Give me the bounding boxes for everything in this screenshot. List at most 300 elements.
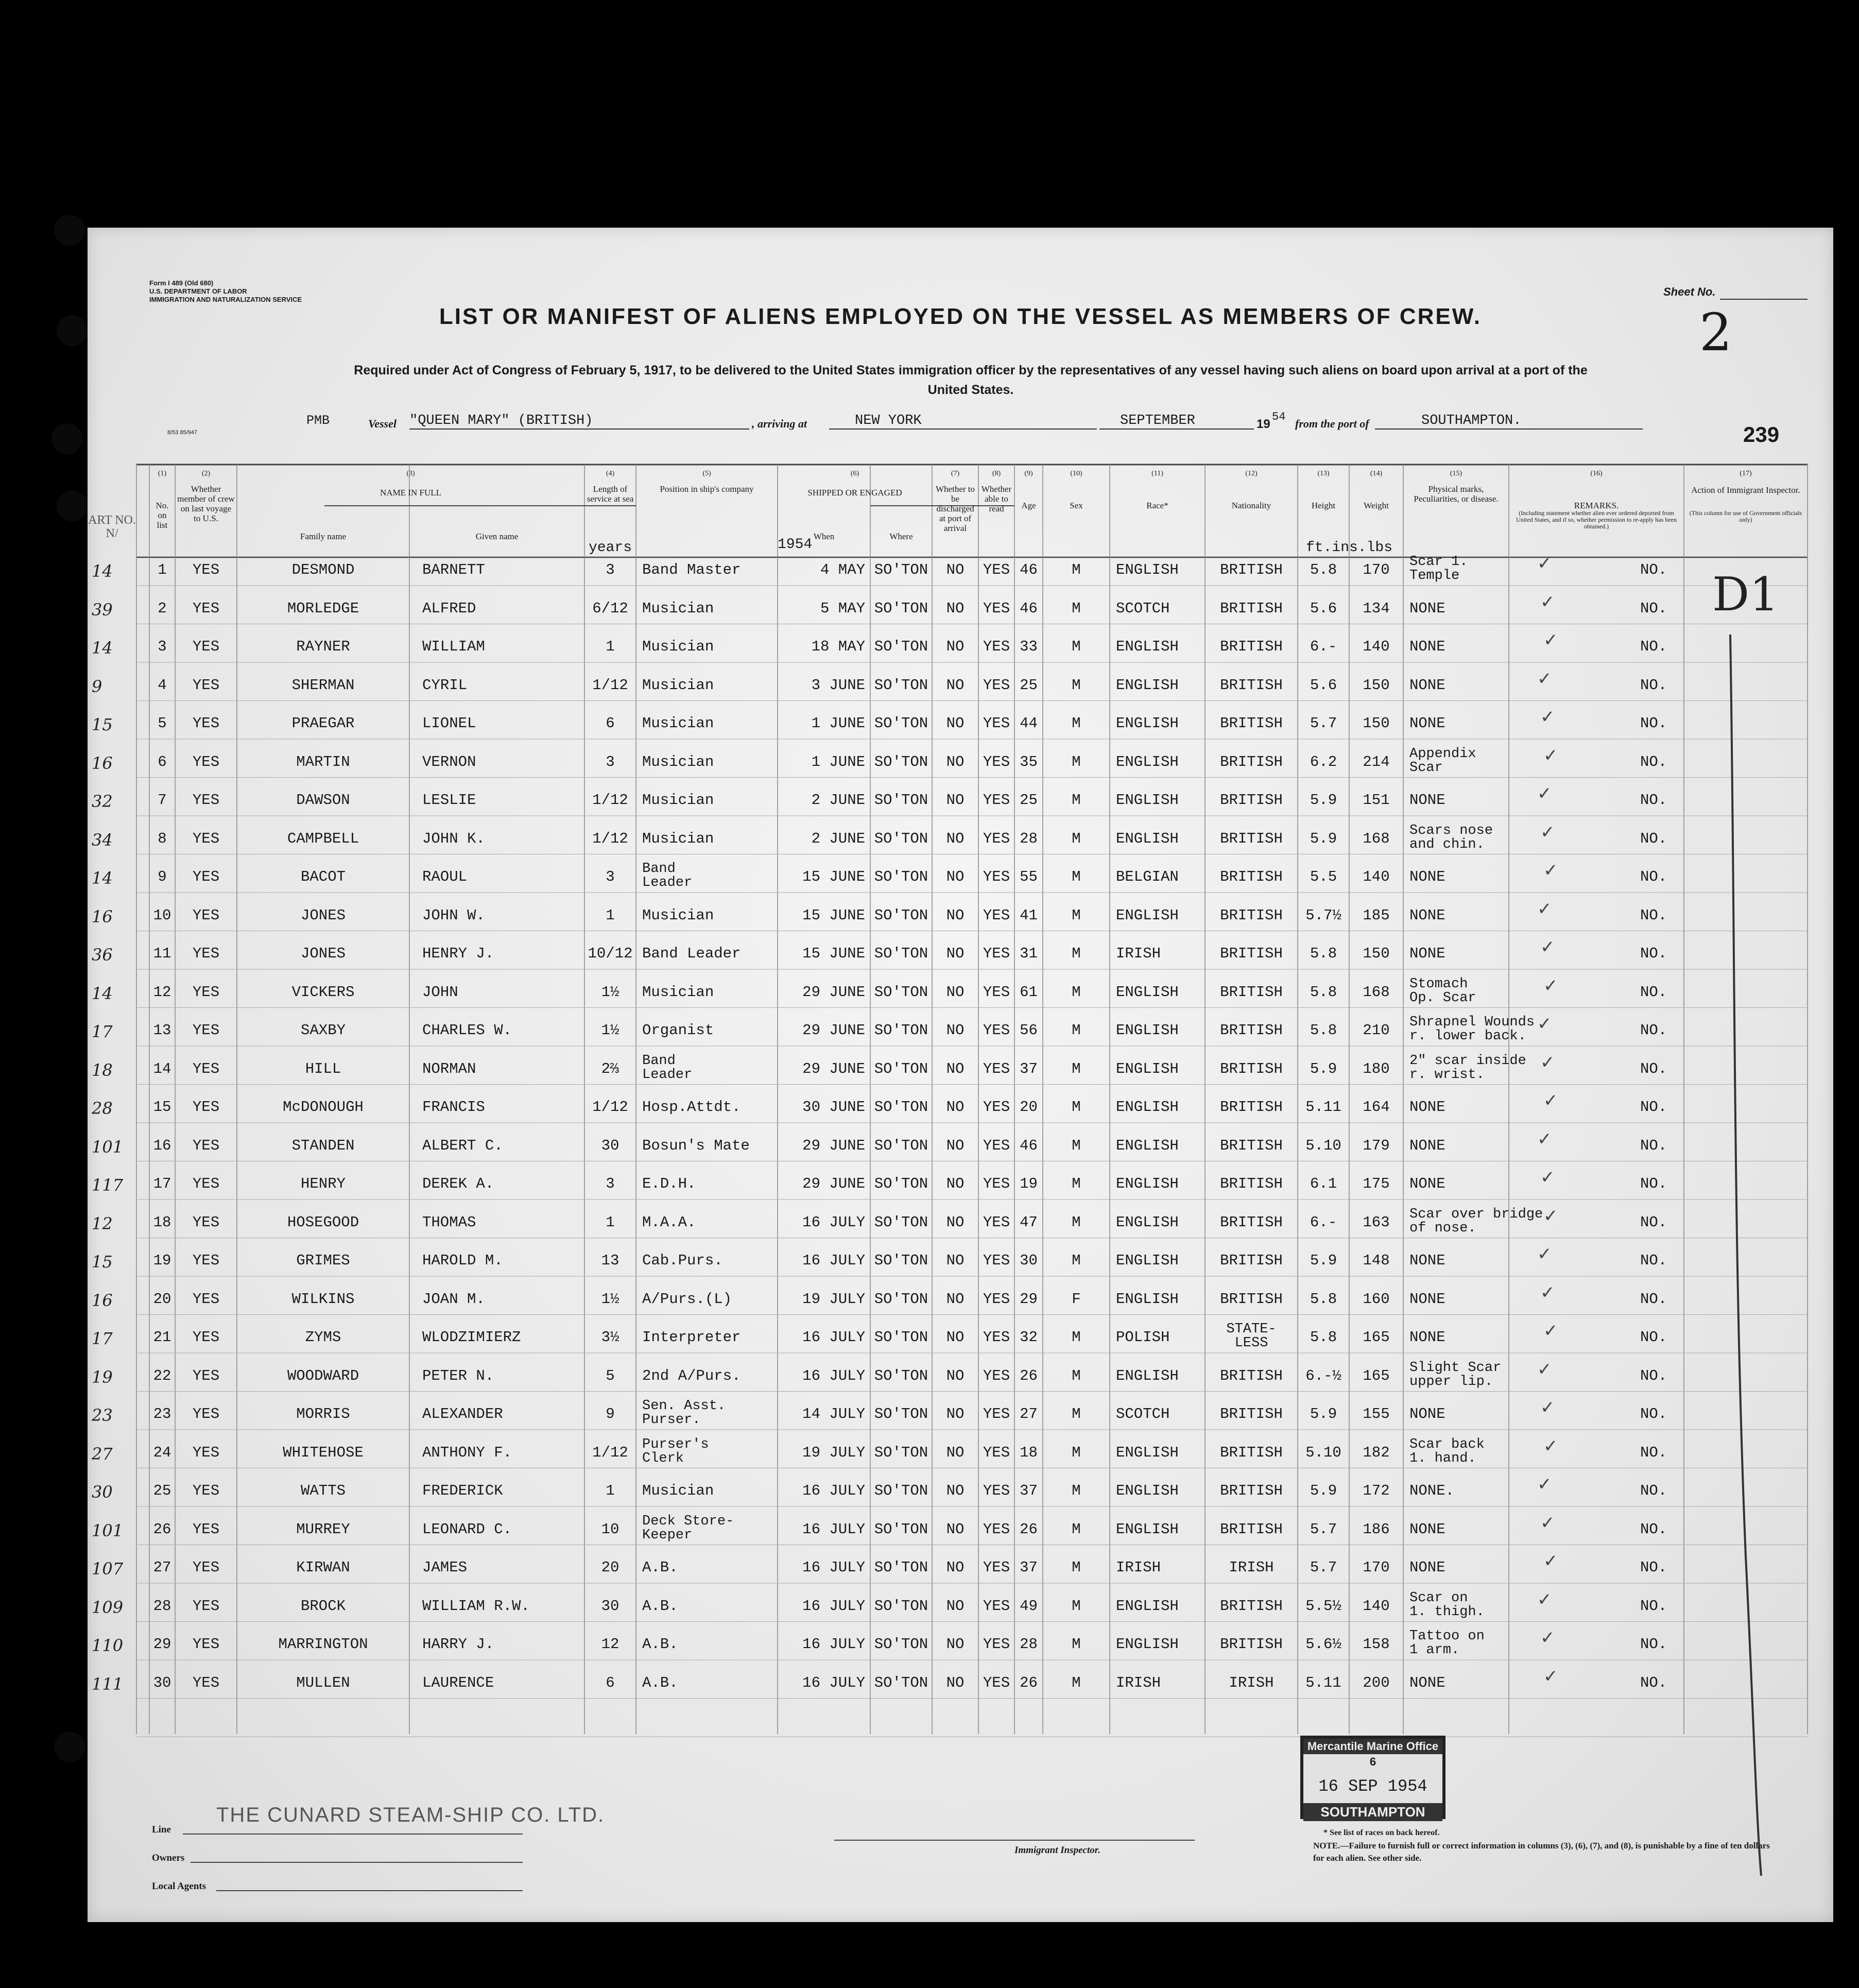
cell-service: 20: [601, 1559, 619, 1576]
cell-disch: NO: [946, 983, 965, 1001]
cell-height: 5.10: [1305, 1137, 1341, 1154]
cell-family: VICKERS: [291, 983, 355, 1001]
art-number: 32: [92, 792, 113, 811]
cell-when: 2 JUNE: [811, 792, 865, 809]
cell-family: ZYMS: [305, 1329, 341, 1346]
cell-service: 3½: [601, 1329, 619, 1346]
cell-height: 5.9: [1310, 1252, 1337, 1269]
cell-remarks: NO.: [1640, 1444, 1667, 1461]
cell-weight: 140: [1363, 1597, 1390, 1615]
cell-given: ALEXANDER: [422, 1406, 503, 1423]
cell-read: YES: [983, 1060, 1010, 1077]
cell-sex: M: [1072, 1060, 1081, 1077]
cell-last: YES: [192, 561, 220, 578]
cell-age: 31: [1020, 945, 1038, 962]
cell-remarks: NO.: [1640, 868, 1667, 885]
art-number: 107: [92, 1559, 124, 1579]
cell-read: YES: [983, 1406, 1010, 1423]
cell-weight: 175: [1363, 1175, 1390, 1192]
cell-family: JONES: [300, 945, 346, 962]
owners-underline: [191, 1862, 523, 1863]
cell-when: 4 MAY: [820, 561, 865, 578]
col-number: (10): [1070, 470, 1082, 477]
check-mark-icon: ✓: [1543, 861, 1558, 880]
cell-disch: NO: [946, 638, 965, 655]
cell-weight: 155: [1363, 1406, 1390, 1423]
cell-given: HAROLD M.: [422, 1252, 503, 1269]
check-mark-icon: ✓: [1537, 1244, 1552, 1264]
cell-read: YES: [983, 1367, 1010, 1384]
cell-position: Musician: [642, 1482, 714, 1499]
cell-race: ENGLISH: [1116, 1137, 1179, 1154]
cell-age: 26: [1020, 1520, 1038, 1538]
cell-disch: NO: [946, 1597, 965, 1615]
cell-age: 37: [1020, 1559, 1038, 1576]
cell-race: ENGLISH: [1116, 906, 1179, 924]
col-number: (11): [1151, 470, 1163, 477]
cell-read: YES: [983, 1099, 1010, 1116]
cell-sex: M: [1072, 1520, 1081, 1538]
cell-age: 26: [1020, 1367, 1038, 1384]
cell-position: A.B.: [642, 1674, 678, 1691]
cell-read: YES: [983, 676, 1010, 694]
cell-where: SO'TON: [874, 1597, 928, 1615]
cell-where: SO'TON: [874, 1444, 928, 1461]
cell-where: SO'TON: [874, 1329, 928, 1346]
cell-remarks: NO.: [1640, 638, 1667, 655]
cell-read: YES: [983, 1137, 1010, 1154]
cell-age: 46: [1020, 599, 1038, 617]
cell-remarks: NO.: [1640, 830, 1667, 847]
cell-given: WLODZIMIERZ: [422, 1329, 521, 1346]
cell-sex: M: [1072, 1482, 1081, 1499]
col-header: Action of Immigrant Inspector.: [1691, 485, 1800, 495]
col-header: Nationality: [1231, 501, 1271, 510]
cell-service: 6: [606, 1674, 615, 1691]
cell-marks: Scar over bridge of nose.: [1409, 1206, 1543, 1236]
cell-when: 16 JULY: [802, 1329, 865, 1346]
cell-given: FREDERICK: [422, 1482, 503, 1499]
cell-nat: BRITISH: [1220, 792, 1283, 809]
margin-header: ART NO. N/: [88, 513, 136, 540]
cell-age: 44: [1020, 715, 1038, 732]
cell-family: MARTIN: [296, 753, 350, 770]
cell-sex: F: [1072, 1290, 1081, 1308]
cell-remarks: NO.: [1640, 1597, 1667, 1615]
cell-disch: NO: [946, 1022, 965, 1039]
art-number: 15: [92, 715, 113, 734]
cell-age: 61: [1020, 983, 1038, 1001]
cell-age: 28: [1020, 830, 1038, 847]
cell-height: 5.8: [1310, 945, 1337, 962]
cell-where: SO'TON: [874, 1175, 928, 1192]
cell-where: SO'TON: [874, 906, 928, 924]
cell-family: HENRY: [300, 1175, 346, 1192]
cell-family: HILL: [305, 1060, 341, 1077]
cell-read: YES: [983, 906, 1010, 924]
cell-sex: M: [1072, 1022, 1081, 1039]
col-number: (2): [201, 470, 211, 477]
arrival-port: NEW YORK: [829, 413, 1097, 430]
cell-where: SO'TON: [874, 561, 928, 578]
cell-position: 2nd A/Purs.: [642, 1367, 741, 1384]
cell-when: 15 JUNE: [802, 945, 865, 962]
cell-nat: BRITISH: [1220, 1636, 1283, 1653]
check-mark-icon: ✓: [1543, 1666, 1558, 1686]
cell-last: YES: [192, 1213, 220, 1231]
cell-position: A.B.: [642, 1636, 678, 1653]
cell-height: 5.7: [1310, 1559, 1337, 1576]
cell-no: 1: [158, 561, 167, 578]
cell-where: SO'TON: [874, 638, 928, 655]
cell-height: 5.6: [1310, 599, 1337, 617]
cell-nat: BRITISH: [1220, 1290, 1283, 1308]
cell-last: YES: [192, 1444, 220, 1461]
cell-service: 13: [601, 1252, 619, 1269]
art-number: 27: [92, 1444, 113, 1464]
cell-given: BARNETT: [422, 561, 485, 578]
cell-when: 2 JUNE: [811, 830, 865, 847]
cell-no: 7: [158, 792, 167, 809]
cell-service: 2⅔: [601, 1060, 619, 1077]
cell-given: HENRY J.: [422, 945, 494, 962]
cell-read: YES: [983, 1674, 1010, 1691]
check-mark-icon: ✓: [1540, 1398, 1555, 1417]
year-prefix: 19: [1256, 417, 1270, 431]
cell-age: 46: [1020, 1137, 1038, 1154]
cell-remarks: NO.: [1640, 599, 1667, 617]
col-header: Whether able to read: [981, 484, 1012, 513]
cell-service: 1/12: [592, 1099, 628, 1116]
art-number: 16: [92, 1290, 113, 1310]
cell-where: SO'TON: [874, 983, 928, 1001]
cell-sex: M: [1072, 906, 1081, 924]
cell-remarks: NO.: [1640, 676, 1667, 694]
check-mark-icon: ✓: [1540, 822, 1555, 842]
cell-race: ENGLISH: [1116, 983, 1179, 1001]
cell-height: 5.9: [1310, 830, 1337, 847]
cell-when: 16 JULY: [802, 1597, 865, 1615]
cell-given: FRANCIS: [422, 1099, 485, 1116]
cell-height: 5.8: [1310, 1290, 1337, 1308]
cell-when: 16 JULY: [802, 1213, 865, 1231]
cell-disch: NO: [946, 1099, 965, 1116]
cell-where: SO'TON: [874, 1290, 928, 1308]
cell-family: MORRIS: [296, 1406, 350, 1423]
cell-weight: 134: [1363, 599, 1390, 617]
col-number: (5): [702, 470, 711, 477]
cell-height: 5.9: [1310, 1060, 1337, 1077]
cell-given: DEREK A.: [422, 1175, 494, 1192]
cell-family: CAMPBELL: [287, 830, 359, 847]
cell-race: SCOTCH: [1116, 599, 1170, 617]
cell-last: YES: [192, 753, 220, 770]
vessel-name: "QUEEN MARY" (BRITISH): [409, 413, 749, 430]
cell-sex: M: [1072, 676, 1081, 694]
cell-where: SO'TON: [874, 1520, 928, 1538]
cell-sex: M: [1072, 1367, 1081, 1384]
art-number: 34: [92, 830, 113, 850]
cell-marks: NONE: [1409, 1674, 1445, 1691]
cell-marks: NONE: [1409, 1520, 1445, 1538]
cell-where: SO'TON: [874, 1367, 928, 1384]
cell-service: 1½: [601, 1022, 619, 1039]
cell-given: JOHN K.: [422, 830, 485, 847]
cell-service: 1: [606, 638, 615, 655]
cell-read: YES: [983, 1597, 1010, 1615]
cell-where: SO'TON: [874, 830, 928, 847]
cell-nat: BRITISH: [1220, 753, 1283, 770]
cell-position: Musician: [642, 599, 714, 617]
cell-marks: NONE: [1409, 676, 1445, 694]
cell-race: ENGLISH: [1116, 1060, 1179, 1077]
cell-weight: 186: [1363, 1520, 1390, 1538]
cell-where: SO'TON: [874, 1636, 928, 1653]
col-header: Height: [1311, 501, 1336, 510]
cell-last: YES: [192, 1559, 220, 1576]
cell-sex: M: [1072, 1674, 1081, 1691]
cell-when: 16 JULY: [802, 1559, 865, 1576]
art-number: 19: [92, 1367, 113, 1387]
cell-where: SO'TON: [874, 753, 928, 770]
cell-when: 29 JUNE: [802, 1060, 865, 1077]
col-header: No. on list: [156, 501, 169, 530]
unit-height-weight: ft.ins.lbs: [1305, 540, 1393, 556]
cell-nat: BRITISH: [1220, 1444, 1283, 1461]
cell-last: YES: [192, 1137, 220, 1154]
cell-disch: NO: [946, 715, 965, 732]
art-number: 15: [92, 1252, 113, 1272]
col-header: Weight: [1364, 501, 1389, 510]
cell-no: 18: [153, 1213, 171, 1231]
cell-height: 5.9: [1310, 1406, 1337, 1423]
cell-where: SO'TON: [874, 868, 928, 885]
cell-family: STANDEN: [291, 1137, 355, 1154]
cell-family: WHITEHOSE: [283, 1444, 364, 1461]
cell-sex: M: [1072, 753, 1081, 770]
cell-race: IRISH: [1116, 945, 1161, 962]
cell-when: 16 JULY: [802, 1482, 865, 1499]
cell-position: Interpreter: [642, 1329, 741, 1346]
cell-no: 14: [153, 1060, 171, 1077]
inspector-bracket-line: [1725, 629, 1766, 1881]
cell-no: 25: [153, 1482, 171, 1499]
form-service: IMMIGRATION AND NATURALIZATION SERVICE: [149, 296, 302, 303]
cell-age: 28: [1020, 1636, 1038, 1653]
cell-read: YES: [983, 868, 1010, 885]
cell-position: A.B.: [642, 1597, 678, 1615]
art-number: 30: [92, 1482, 113, 1502]
cell-last: YES: [192, 1520, 220, 1538]
cell-race: ENGLISH: [1116, 1444, 1179, 1461]
cell-service: 1: [606, 1482, 615, 1499]
cell-height: 5.11: [1305, 1674, 1341, 1691]
col-number: (17): [1740, 470, 1752, 477]
cell-age: 20: [1020, 1099, 1038, 1116]
cell-remarks: NO.: [1640, 1099, 1667, 1116]
cell-given: JOHN W.: [422, 906, 485, 924]
page-title: LIST OR MANIFEST OF ALIENS EMPLOYED ON THE VESSEL AS MEMBERS OF CREW.: [439, 304, 1482, 329]
punch-hole: [54, 1732, 85, 1762]
cell-given: VERNON: [422, 753, 476, 770]
cell-disch: NO: [946, 868, 965, 885]
cell-marks: Stomach Op. Scar: [1409, 976, 1476, 1006]
cell-read: YES: [983, 1175, 1010, 1192]
cell-given: CHARLES W.: [422, 1022, 512, 1039]
cell-race: ENGLISH: [1116, 1367, 1179, 1384]
sheet-number: 2: [1699, 302, 1732, 363]
cell-given: WILLIAM: [422, 638, 485, 655]
cell-family: MULLEN: [296, 1674, 350, 1691]
cell-weight: 150: [1363, 945, 1390, 962]
art-number: 36: [92, 945, 113, 965]
cell-given: HARRY J.: [422, 1636, 494, 1653]
cell-no: 29: [153, 1636, 171, 1653]
check-mark-icon: ✓: [1537, 784, 1552, 803]
cell-marks: Appendix Scar: [1409, 746, 1476, 776]
col-header: SHIPPED OR ENGAGED: [807, 488, 902, 498]
cell-race: BELGIAN: [1116, 868, 1179, 885]
cell-where: SO'TON: [874, 715, 928, 732]
cell-nat: BRITISH: [1220, 561, 1283, 578]
cell-no: 3: [158, 638, 167, 655]
cell-service: 12: [601, 1636, 619, 1653]
punch-hole: [57, 315, 88, 346]
cell-no: 9: [158, 868, 167, 885]
cell-where: SO'TON: [874, 1559, 928, 1576]
cell-age: 49: [1020, 1597, 1038, 1615]
cell-read: YES: [983, 1444, 1010, 1461]
col-header: Whether member of crew on last voyage to U.S.: [177, 484, 235, 523]
cell-read: YES: [983, 1213, 1010, 1231]
cell-read: YES: [983, 1329, 1010, 1346]
check-mark-icon: ✓: [1540, 1168, 1555, 1187]
cell-where: SO'TON: [874, 1060, 928, 1077]
cell-service: 3: [606, 1175, 615, 1192]
cell-weight: 210: [1363, 1022, 1390, 1039]
cell-marks: Scar 1. Temple: [1409, 554, 1468, 584]
check-mark-icon: ✓: [1540, 937, 1555, 957]
cell-position: Musician: [642, 638, 714, 655]
cell-service: 1: [606, 906, 615, 924]
owners-label: Owners: [152, 1853, 185, 1863]
manifest-paper: [88, 228, 1833, 1922]
cell-remarks: NO.: [1640, 1213, 1667, 1231]
art-number: 18: [92, 1060, 113, 1080]
cell-read: YES: [983, 983, 1010, 1001]
col-header-note: (Including statement whether alien ever ordered deported from United States, and if so, whether permission to re-apply has been obtained.): [1516, 509, 1677, 530]
cell-service: 10: [601, 1520, 619, 1538]
cell-position: A.B.: [642, 1559, 678, 1576]
cell-remarks: NO.: [1640, 906, 1667, 924]
art-number: 9: [92, 676, 102, 696]
stamp-date: 16 SEP 1954: [1318, 1777, 1427, 1796]
cell-family: KIRWAN: [296, 1559, 350, 1576]
cell-position: Musician: [642, 753, 714, 770]
art-number: 110: [92, 1636, 124, 1655]
cell-race: ENGLISH: [1116, 1482, 1179, 1499]
art-number: 16: [92, 906, 113, 927]
cell-disch: NO: [946, 1482, 965, 1499]
cell-nat: BRITISH: [1220, 1213, 1283, 1231]
col-subheader: Where: [889, 532, 913, 541]
cell-last: YES: [192, 830, 220, 847]
cell-weight: 140: [1363, 638, 1390, 655]
cell-no: 20: [153, 1290, 171, 1308]
cell-family: GRIMES: [296, 1252, 350, 1269]
cell-disch: NO: [946, 792, 965, 809]
cell-marks: NONE: [1409, 945, 1445, 962]
cell-nat: BRITISH: [1220, 676, 1283, 694]
cell-height: 5.7: [1310, 1520, 1337, 1538]
form-number: Form I 489 (Old 680): [149, 279, 214, 287]
cell-sex: M: [1072, 945, 1081, 962]
col-subheader: Family name: [300, 532, 347, 541]
col-number: (14): [1370, 470, 1383, 477]
cell-marks: NONE: [1409, 715, 1445, 732]
cell-when: 30 JUNE: [802, 1099, 865, 1116]
cell-sex: M: [1072, 1597, 1081, 1615]
cell-given: LAURENCE: [422, 1674, 494, 1691]
cell-position: A/Purs.(L): [642, 1290, 732, 1308]
cell-disch: NO: [946, 561, 965, 578]
cell-disch: NO: [946, 753, 965, 770]
cell-read: YES: [983, 715, 1010, 732]
cell-given: LIONEL: [422, 715, 476, 732]
cell-weight: 158: [1363, 1636, 1390, 1653]
cell-service: 30: [601, 1137, 619, 1154]
cell-remarks: NO.: [1640, 1674, 1667, 1691]
art-number: 39: [92, 599, 113, 620]
cell-weight: 151: [1363, 792, 1390, 809]
cell-remarks: NO.: [1640, 1520, 1667, 1538]
col-number: (4): [606, 470, 615, 477]
cell-last: YES: [192, 1060, 220, 1077]
cell-given: NORMAN: [422, 1060, 476, 1077]
col-number: (3): [406, 470, 415, 477]
page-number: 239: [1743, 422, 1780, 447]
cell-age: 55: [1020, 868, 1038, 885]
col-header-note: (This column for use of Government officials only): [1689, 509, 1802, 523]
cell-sex: M: [1072, 1406, 1081, 1423]
cell-marks: NONE: [1409, 638, 1445, 655]
cell-last: YES: [192, 868, 220, 885]
unit-years: years: [588, 540, 632, 556]
line-company: THE CUNARD STEAM-SHIP CO. LTD.: [216, 1804, 605, 1826]
cell-race: ENGLISH: [1116, 1022, 1179, 1039]
cell-sex: M: [1072, 599, 1081, 617]
cell-marks: NONE: [1409, 1137, 1445, 1154]
cell-marks: NONE: [1409, 868, 1445, 885]
cell-read: YES: [983, 1252, 1010, 1269]
cell-read: YES: [983, 1290, 1010, 1308]
cell-height: 6.-: [1310, 638, 1337, 655]
art-number: 14: [92, 983, 113, 1003]
cell-race: SCOTCH: [1116, 1406, 1170, 1423]
cell-last: YES: [192, 1175, 220, 1192]
cell-height: 5.8: [1310, 561, 1337, 578]
cell-no: 11: [153, 945, 171, 962]
col-subheader: Given name: [475, 532, 519, 541]
cell-where: SO'TON: [874, 1674, 928, 1691]
cell-marks: NONE: [1409, 1175, 1445, 1192]
cell-service: 9: [606, 1406, 615, 1423]
cell-service: 1/12: [592, 676, 628, 694]
check-mark-icon: ✓: [1543, 1436, 1558, 1456]
cell-marks: NONE: [1409, 1329, 1445, 1346]
cell-nat: BRITISH: [1220, 830, 1283, 847]
cell-weight: 179: [1363, 1137, 1390, 1154]
